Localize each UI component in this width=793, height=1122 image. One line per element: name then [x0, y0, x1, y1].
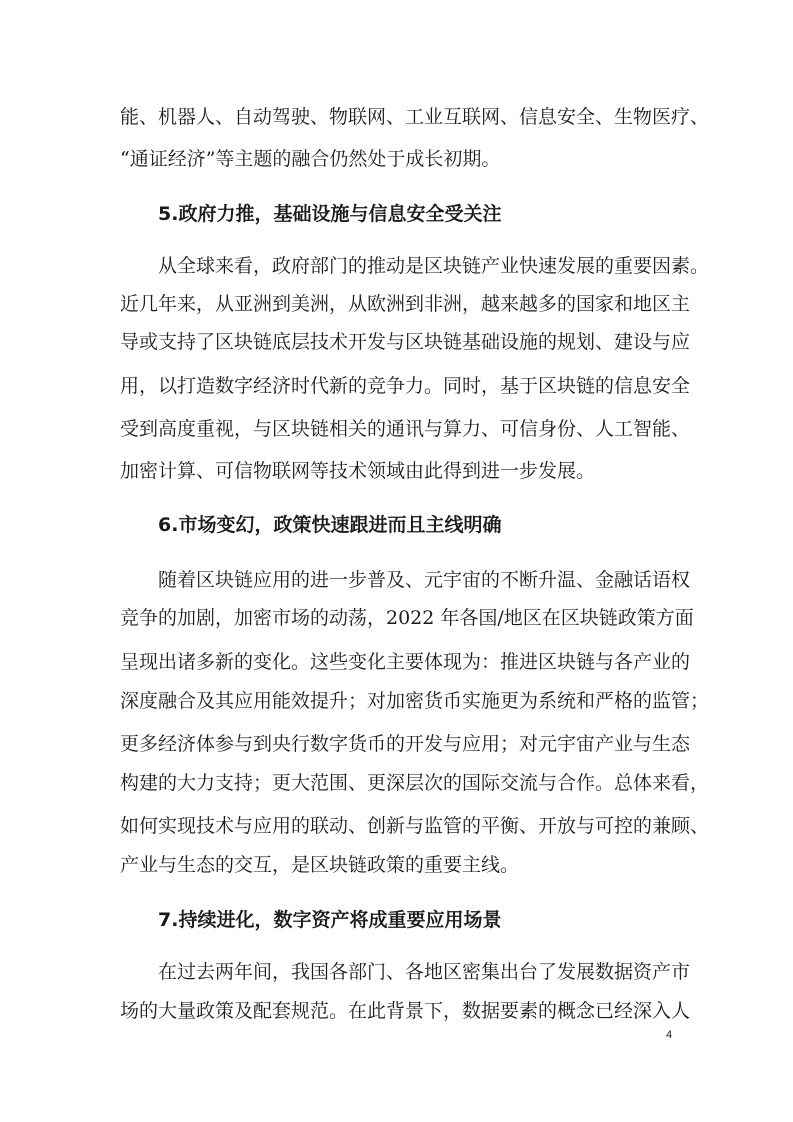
- paragraph-line: “通证经济”等主题的融合仍然处于成长初期。: [120, 148, 501, 170]
- paragraph-line: 呈现出诸多新的变化。这些变化主要体现为：推进区块链与各产业的: [120, 651, 691, 673]
- paragraph-line: 用，以打造数字经济时代新的竞争力。同时，基于区块链的信息安全: [120, 375, 691, 397]
- paragraph-line: 构建的大力支持；更大范围、更深层次的国际交流与合作。总体来看，: [120, 772, 710, 794]
- section-heading: 5.政府力推，基础设施与信息安全受关注: [158, 203, 502, 225]
- section-heading: 6.市场变幻，政策快速跟进而且主线明确: [158, 514, 502, 536]
- paragraph-line: 深度融合及其应用能效提升；对加密货币实施更为系统和严格的监管；: [120, 690, 710, 712]
- paragraph-line: 场的大量政策及配套规范。在此背景下，数据要素的概念已经深入人: [120, 1000, 691, 1022]
- paragraph-line: 导或支持了区块链底层技术开发与区块链基础设施的规划、建设与应: [120, 331, 691, 353]
- paragraph-line: 产业与生态的交互，是区块链政策的重要主线。: [120, 854, 520, 876]
- paragraph-line: 加密计算、可信物联网等技术领域由此得到进一步发展。: [120, 460, 596, 482]
- page-number: 4: [666, 1029, 673, 1041]
- section-heading: 7.持续进化，数字资产将成重要应用场景: [158, 909, 502, 931]
- paragraph-line: 在过去两年间，我国各部门、各地区密集出台了发展数据资产市: [158, 961, 691, 983]
- paragraph-line: 随着区块链应用的进一步普及、元宇宙的不断升温、金融话语权: [158, 569, 691, 591]
- paragraph-line: 受到高度重视，与区块链相关的通讯与算力、可信身份、人工智能、: [120, 418, 691, 440]
- paragraph-line: 如何实现技术与应用的联动、创新与监管的平衡、开放与可控的兼顾、: [120, 815, 710, 837]
- paragraph-line: 从全球来看，政府部门的推动是区块链产业快速发展的重要因素。: [158, 255, 710, 277]
- paragraph-line: 竞争的加剧，加密市场的动荡，2022 年各国/地区在区块链政策方面: [120, 607, 694, 629]
- paragraph-line: 能、机器人、自动驾驶、物联网、工业互联网、信息安全、生物医疗、: [120, 106, 710, 128]
- paragraph-line: 近几年来，从亚洲到美洲，从欧洲到非洲，越来越多的国家和地区主: [120, 293, 691, 315]
- paragraph-line: 更多经济体参与到央行数字货币的开发与应用；对元宇宙产业与生态: [120, 733, 691, 755]
